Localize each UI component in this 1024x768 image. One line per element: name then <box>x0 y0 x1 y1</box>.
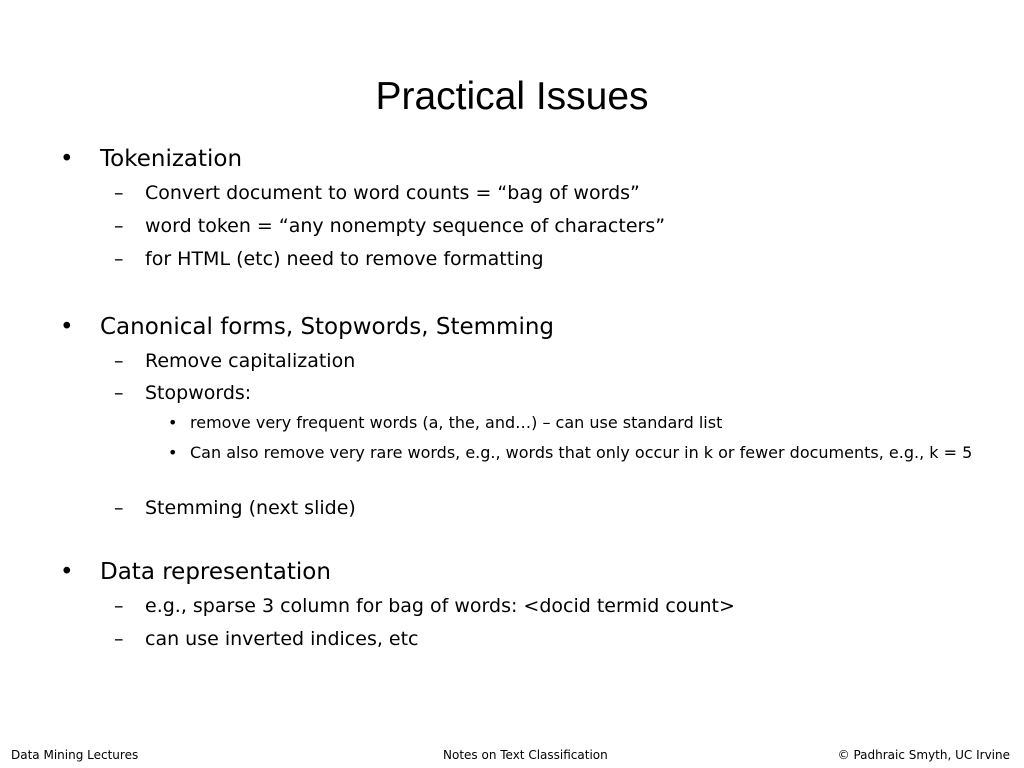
bullet-text: Canonical forms, Stopwords, Stemming <box>100 314 555 340</box>
dash-marker: – <box>114 215 124 237</box>
sub-item-text: Remove capitalization <box>145 350 356 372</box>
sub-item-text: Stopwords: <box>145 382 252 404</box>
bullet-data-representation <box>60 558 331 586</box>
bullet-marker: • <box>60 314 74 340</box>
sub-item <box>114 181 640 205</box>
sub-item-text: word token = “any nonempty sequence of characters” <box>145 215 666 237</box>
sub-item-text: can use inverted indices, etc <box>145 628 419 650</box>
dash-marker: – <box>114 350 124 372</box>
sub-sub-item <box>168 413 723 433</box>
slide-title: Practical Issues <box>375 75 649 118</box>
sub-item-text: for HTML (etc) need to remove formatting <box>145 248 544 270</box>
bullet-marker: • <box>60 559 74 585</box>
sub-item <box>114 349 356 373</box>
bullet-tokenization <box>60 145 243 173</box>
sub-item-text: e.g., sparse 3 column for bag of words: <docid termid count> <box>145 595 735 617</box>
sub-sub-item <box>168 441 990 465</box>
footer-right: © Padhraic Smyth, UC Irvine <box>837 748 1010 762</box>
sub-item <box>114 214 666 238</box>
footer-center: Notes on Text Classification <box>443 748 608 762</box>
sub-item <box>114 496 356 520</box>
dash-marker: – <box>114 382 124 404</box>
footer-left: Data Mining Lectures <box>11 748 139 762</box>
bullet-text: Tokenization <box>100 146 243 172</box>
dash-marker: – <box>114 182 124 204</box>
dash-marker: – <box>114 497 124 519</box>
sub-item <box>114 247 544 271</box>
sub-item-text: Stemming (next slide) <box>145 497 356 519</box>
small-bullet-marker: • <box>168 443 178 462</box>
sub-item-text: Convert document to word counts = “bag of words” <box>145 182 640 204</box>
dash-marker: – <box>114 248 124 270</box>
bullet-marker: • <box>60 146 74 172</box>
dash-marker: – <box>114 628 124 650</box>
bullet-text: Data representation <box>100 559 331 585</box>
sub-sub-item-text: Can also remove very rare words, e.g., words that only occur in k or fewer documents, e.g., k = 5 <box>190 443 973 462</box>
sub-item <box>114 627 419 651</box>
sub-item <box>114 594 735 618</box>
sub-sub-item-text: remove very frequent words (a, the, and…) – can use standard list <box>190 413 723 432</box>
sub-item <box>114 381 252 405</box>
bullet-canonical-forms <box>60 313 555 341</box>
small-bullet-marker: • <box>168 413 178 432</box>
dash-marker: – <box>114 595 124 617</box>
